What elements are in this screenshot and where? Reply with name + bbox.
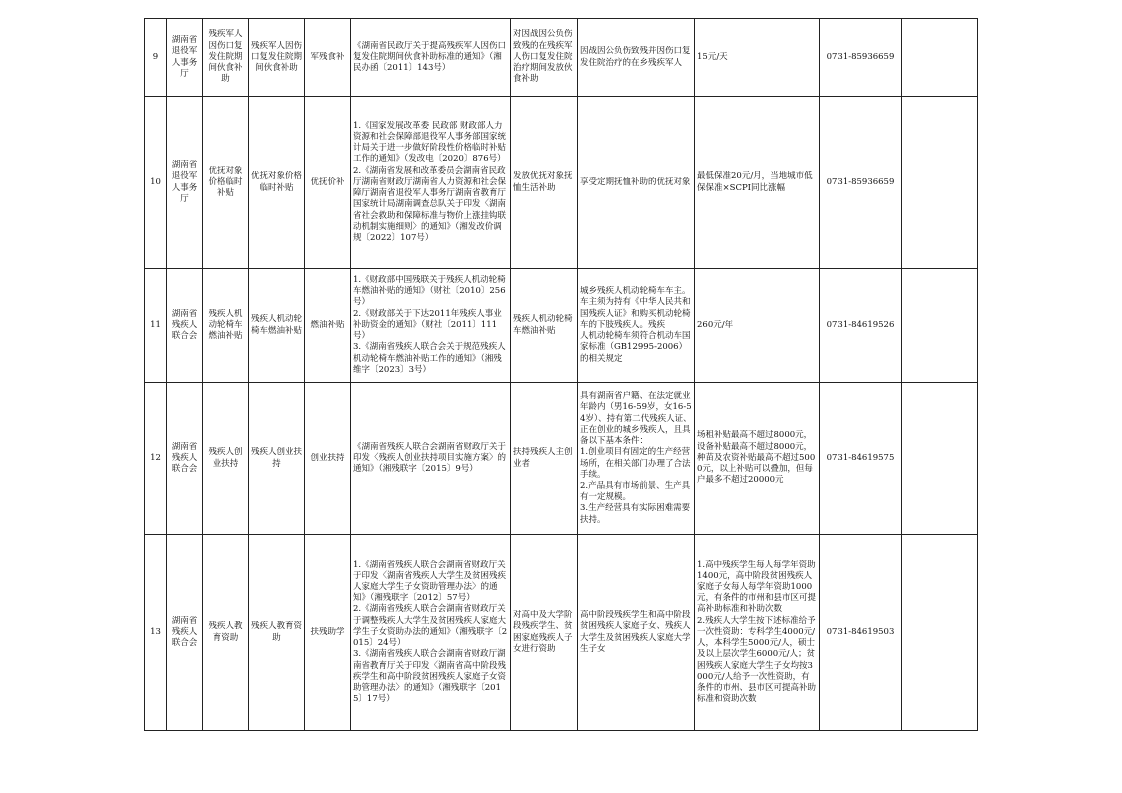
standard-cell	[695, 269, 820, 383]
standard-cell	[695, 535, 820, 731]
department-cell	[167, 535, 203, 731]
project-cell	[203, 269, 249, 383]
target-cell	[511, 383, 578, 535]
category-cell-text: 燃油补贴	[310, 319, 345, 330]
condition-cell-text: 城乡残疾人机动轮椅车车主。车主须为持有《中华人民共和国残疾人证》和购买机动轮椅车的下肢残疾人。残疾 人机动轮椅车须符合机动车国 家标准（GB12995-2006）的相关规定	[580, 286, 691, 364]
phone-cell-text: 0731-84619503	[826, 626, 895, 637]
condition-cell	[578, 535, 695, 731]
table-row	[145, 269, 978, 383]
item-cell	[249, 97, 305, 269]
standard-cell	[695, 19, 820, 97]
condition-cell	[578, 383, 695, 535]
row-number-text: 10	[150, 176, 161, 187]
category-cell	[305, 269, 351, 383]
department-cell	[167, 269, 203, 383]
standard-cell	[695, 97, 820, 269]
row-number	[145, 19, 167, 97]
category-cell-text: 优抚价补	[310, 176, 345, 187]
row-number	[145, 535, 167, 731]
department-cell-text: 湖南省残疾人联合会	[171, 615, 198, 649]
phone-cell	[820, 535, 902, 731]
item-cell-text: 残疾人机动轮椅车燃油补贴	[251, 314, 302, 336]
target-cell	[511, 269, 578, 383]
policy-basis-cell-text: 《湖南省民政厅关于提高残疾军人因伤口复发住院期间伙食补助标准的通知》（湘民办函〔2011〕143号）	[353, 40, 507, 74]
category-cell	[305, 383, 351, 535]
standard-cell-text: 1.高中残疾学生每人每学年资助1400元，高中阶段贫困残疾人家庭子女每人每学年资助1000元，有条件的市州和县市区可提高补助标准和补助次数 2.残疾人大学生按下述标准给予一次性资助：专科学生4000元/人，本科学生5000元/人，硕士及以上层次学生6000元/人；贫困残疾人家庭大学生子女均按3000元/人给予一次性资助，有条件的市州、县市区可提高补助标准和资助次数	[697, 559, 817, 705]
standard-cell-text: 15元/天	[697, 51, 728, 62]
phone-cell	[820, 269, 902, 383]
standard-cell	[695, 383, 820, 535]
row-number-text: 13	[150, 626, 161, 637]
phone-cell-text: 0731-84619526	[826, 319, 895, 330]
department-cell-text: 湖南省残疾人联合会	[171, 441, 198, 475]
item-cell-text: 残疾人创业扶持	[251, 447, 302, 469]
target-cell-text: 发放优抚对象抚恤生活补助	[513, 171, 573, 193]
policy-basis-cell	[351, 535, 511, 731]
department-cell-text: 湖南省退役军人事务厅	[171, 160, 198, 204]
project-cell	[203, 383, 249, 535]
phone-cell-text: 0731-84619575	[826, 452, 895, 463]
table-row	[145, 383, 978, 535]
project-cell	[203, 97, 249, 269]
table-row	[145, 535, 978, 731]
project-cell	[203, 19, 249, 97]
item-cell-text: 残疾人教育资助	[251, 621, 302, 643]
target-cell-text: 对高中及大学阶段残疾学生、贫困家庭残疾人子女进行资助	[513, 610, 573, 654]
item-cell	[249, 269, 305, 383]
remark-cell	[902, 97, 978, 269]
row-number	[145, 383, 167, 535]
remark-cell	[902, 535, 978, 731]
category-cell-text: 军残食补	[310, 51, 345, 62]
policy-basis-cell-text: 《湖南省残疾人联合会湖南省财政厅关于印发〈残疾人创业扶持项目实施方案〉的通知》（湘残联字〔2015〕9号）	[353, 441, 507, 475]
remark-cell	[902, 383, 978, 535]
target-cell-text: 残疾人机动轮椅车燃油补贴	[513, 314, 573, 336]
target-cell-text: 扶持残疾人主创业者	[513, 447, 573, 469]
target-cell	[511, 97, 578, 269]
phone-cell-text: 0731-85936659	[826, 176, 895, 187]
standard-cell-text: 260元/年	[697, 319, 734, 330]
remark-cell	[902, 19, 978, 97]
phone-cell	[820, 19, 902, 97]
policy-basis-cell-text: 1.《财政部中国残联关于残疾人机动轮椅车燃油补贴的通知》（财社〔2010〕256号） 2.《财政部关于下达2011年残疾人事业补助资金的通知》（财社〔2011〕111号） 3.《湖南省残疾人联合会关于规范残疾人机动轮椅车燃油补贴工作的通知》（湘残维字〔2023〕3号）	[353, 275, 506, 375]
policy-basis-cell-text: 1.《国家发展改革委 民政部 财政部人力资源和社会保障部退役军人事务部国家统计局关于进一步做好阶段性价格临时补贴工作的通知》（发改电〔2020〕876号） 2.《湖南省发展和改革委员会湖南省民政厅湖南省财政厅湖南省人力资源和社会保障厅湖南省退役军人事务厅湖南省教育厅国家统计局湖南调查总队关于印发〈湖南省社会救助和保障标准与物价上涨挂钩联动机制实施细则〉的通知》（湘发改价调规〔2022〕107号）	[353, 120, 507, 243]
table-row	[145, 19, 978, 97]
project-cell-text: 残疾人创业扶持	[208, 447, 243, 469]
table-row	[145, 97, 978, 269]
phone-cell	[820, 383, 902, 535]
target-cell	[511, 19, 578, 97]
project-cell	[203, 535, 249, 731]
department-cell	[167, 19, 203, 97]
project-cell-text: 残疾人教育资助	[208, 621, 243, 643]
department-cell-text: 湖南省退役军人事务厅	[171, 35, 198, 79]
department-cell	[167, 97, 203, 269]
policy-basis-cell	[351, 269, 511, 383]
item-cell-text: 优抚对象价格临时补贴	[251, 171, 302, 193]
condition-cell	[578, 269, 695, 383]
condition-cell	[578, 97, 695, 269]
category-cell-text: 扶残助学	[310, 626, 345, 637]
item-cell	[249, 19, 305, 97]
condition-cell-text: 享受定期抚恤补助的优抚对象	[580, 176, 691, 187]
phone-cell-text: 0731-85936659	[826, 51, 895, 62]
row-number-text: 12	[150, 452, 161, 463]
policy-table	[144, 18, 978, 731]
project-cell-text: 优抚对象价格临时补贴	[208, 165, 243, 199]
category-cell	[305, 19, 351, 97]
item-cell-text: 残疾军人因伤口复发住院期间伙食补助	[251, 40, 302, 74]
target-cell-text: 对因战因公负伤致残的在残疾军人伤口复发住院治疗期间发放伙食补助	[513, 29, 573, 85]
phone-cell	[820, 97, 902, 269]
row-number-text: 11	[150, 319, 161, 330]
item-cell	[249, 383, 305, 535]
condition-cell-text: 具有湖南省户籍、在法定就业年龄内（男16-59岁，女16-54岁）、持有第二代残疾人证、正在创业的城乡残疾人，且具备以下基本条件： 1.创业项目有固定的生产经营场所，在相关部门办理了合法手续。 2.产品具有市场前景、生产具有一定规模。 3.生产经营具有实际困难需要扶持。	[580, 391, 692, 525]
row-number-text: 9	[152, 51, 159, 62]
policy-basis-cell	[351, 383, 511, 535]
item-cell	[249, 535, 305, 731]
row-number	[145, 97, 167, 269]
target-cell	[511, 535, 578, 731]
standard-cell-text: 场租补贴最高不超过8000元，设备补贴最高不超过8000元，种苗及农资补贴最高不超过5000元，以上补贴可以叠加，但每户最多不超过20000元	[697, 430, 816, 486]
condition-cell-text: 高中阶段残疾学生和高中阶段贫困残疾人家庭子女、残疾人大学生及贫困残疾人家庭大学生子女	[580, 610, 691, 654]
policy-basis-cell-text: 1.《湖南省残疾人联合会湖南省财政厅关于印发〈湖南省残疾人大学生及贫困残疾人家庭大学生子女资助管理办法〉的通知》（湘残联字〔2012〕57号） 2.《湖南省残疾人联合会湖南省财政厅关于调整残疾人大学生及贫困残疾人家庭大学生子女资助办法的通知》（湘残联字〔2015〕24号） 3.《湖南省残疾人联合会湖南省财政厅湖南省教育厅关于印发〈湖南省高中阶段残疾学生和高中阶段贫困残疾人家庭子女资助管理办法〉的通知》（湘残联字〔2015〕17号）	[353, 559, 508, 705]
category-cell-text: 创业扶持	[310, 452, 345, 463]
category-cell	[305, 97, 351, 269]
standard-cell-text: 最低保准20元/月，当地城市低保保准×SCPI同比涨幅	[697, 171, 813, 193]
project-cell-text: 残疾人机动轮椅车燃油补贴	[208, 308, 243, 342]
policy-basis-cell	[351, 97, 511, 269]
condition-cell	[578, 19, 695, 97]
department-cell-text: 湖南省残疾人联合会	[171, 308, 198, 342]
remark-cell	[902, 269, 978, 383]
row-number	[145, 269, 167, 383]
condition-cell-text: 因战因公负伤致残并因伤口复发住院治疗的在乡残疾军人	[580, 46, 691, 68]
department-cell	[167, 383, 203, 535]
project-cell-text: 残疾军人因伤口复发住院期间伙食补助	[208, 29, 243, 85]
policy-basis-cell	[351, 19, 511, 97]
category-cell	[305, 535, 351, 731]
